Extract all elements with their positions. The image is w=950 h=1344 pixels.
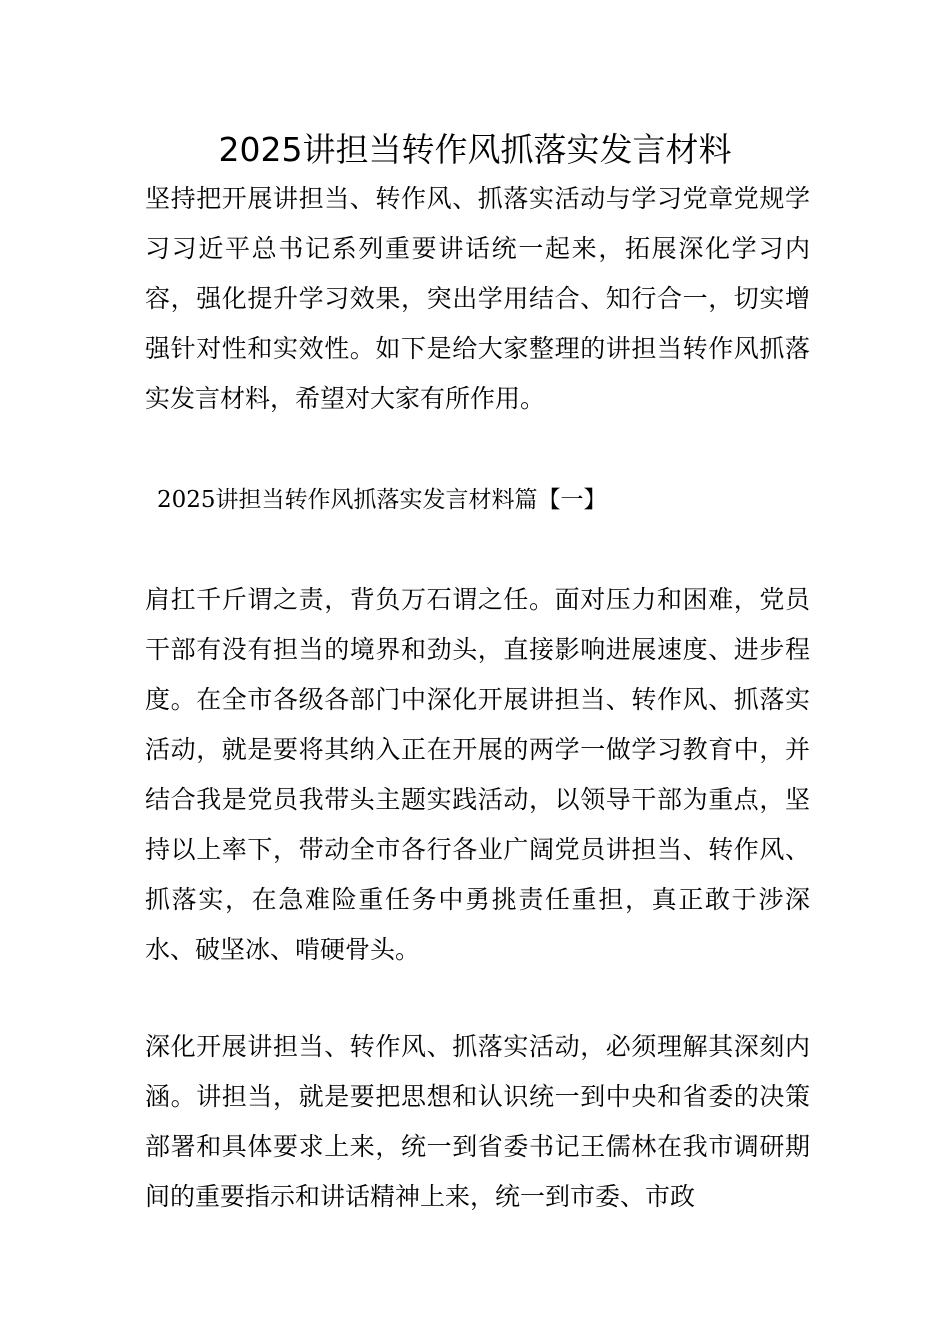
document-title: 2025讲担当转作风抓落实发言材料 xyxy=(218,130,732,169)
body-paragraph-1: 肩扛千斤谓之责，背负万石谓之任。面对压力和困难，党员干部有没有担当的境界和劲头，直接影响进展速度、进步程度。在全市各级各部门中深化开展讲担当、转作风、抓落实活动，就是要将其纳入正在开展的两学一做学习教育中，并结合我是党员我带头主题实践活动，以领导干部为重点，坚持以上率下，带动全市各行各业广阔党员讲担当、转作风、抓落实，在急难险重任务中勇挑责任重担，真正敢于涉深水、破坚冰、啃硬骨头。 xyxy=(145,585,810,964)
intro-paragraph: 坚持把开展讲担当、转作风、抓落实活动与学习党章党规学习习近平总书记系列重要讲话统一起来，拓展深化学习内容，强化提升学习效果，突出学用结合、知行合一，切实增强针对性和实效性。如下是给大家整理的讲担当转作风抓落实发言材料，希望对大家有所作用。 xyxy=(145,184,810,413)
body-paragraph-2: 深化开展讲担当、转作风、抓落实活动，必须理解其深刻内涵。讲担当，就是要把思想和认识统一到中央和省委的决策部署和具体要求上来，统一到省委书记王儒林在我市调研期间的重要指示和讲话精神上来，统一到市委、市政 xyxy=(145,1032,810,1211)
section-heading: 2025讲担当转作风抓落实发言材料篇【一】 xyxy=(157,487,607,513)
